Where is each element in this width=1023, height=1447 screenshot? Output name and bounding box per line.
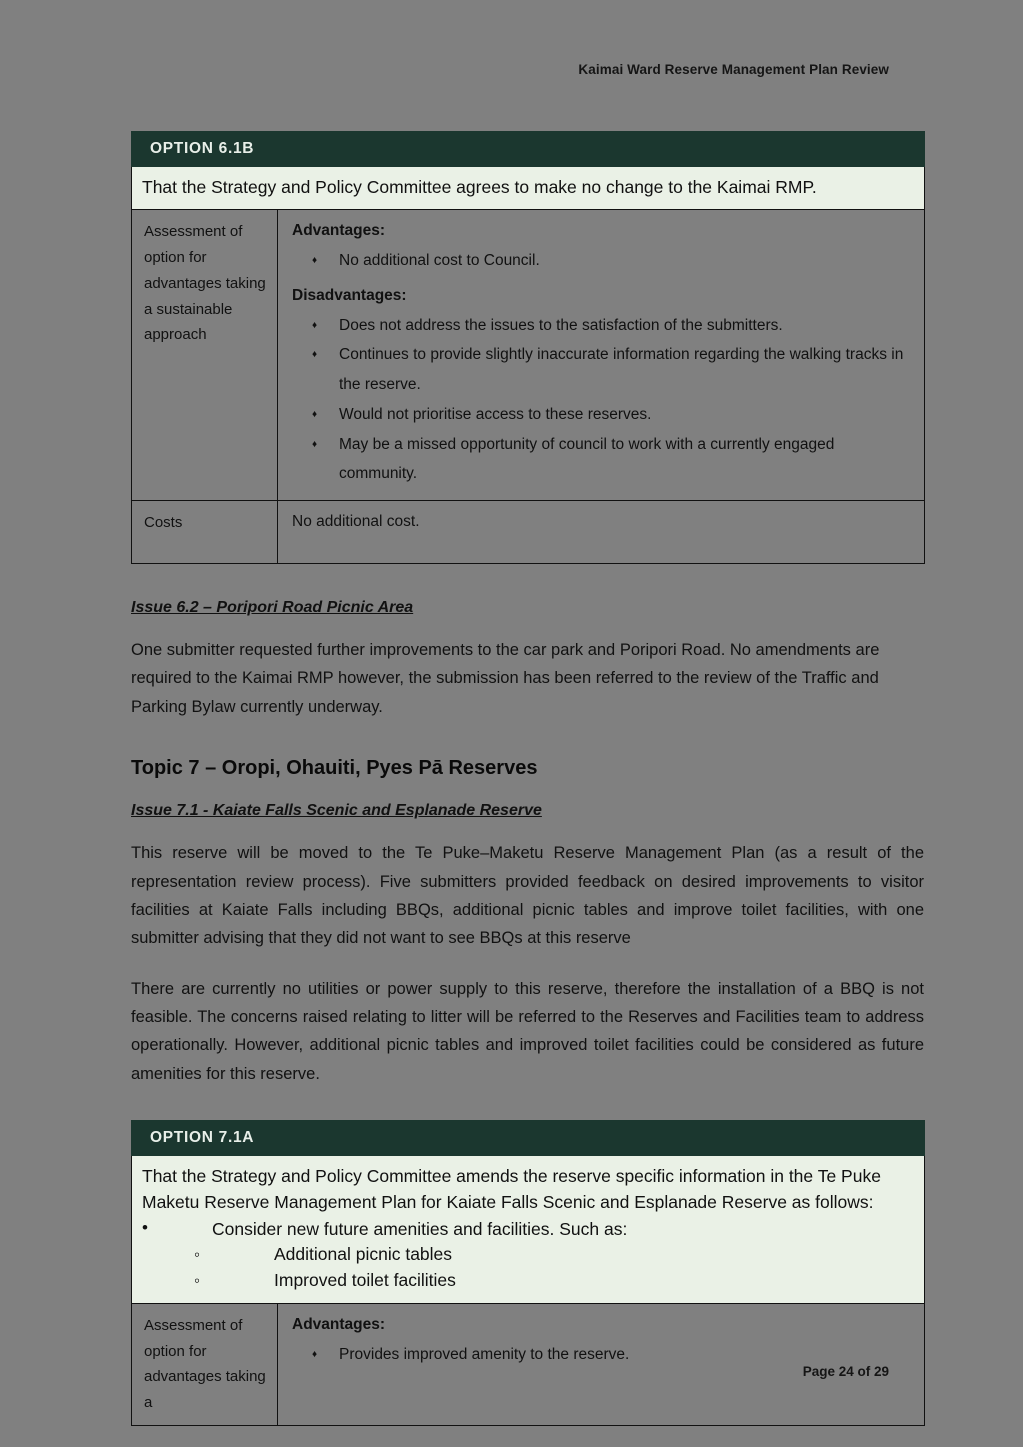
list-item: ♦ May be a missed opportunity of council to work with a currently engaged community. bbox=[292, 430, 912, 490]
issue-6-2-paragraph: One submitter requested further improvements to the car park and Poripori Road. No amendments are required to the Kaimai RMP however, the submission has been referred to the review of the Traffic and Parking Bylaw currently underway. bbox=[131, 641, 880, 716]
spacer bbox=[131, 953, 924, 975]
list-item: ♦ Provides improved amenity to the reserve. bbox=[292, 1340, 912, 1370]
option-6-1b-resolution-text: That the Strategy and Policy Committee agrees to make no change to the Kaimai RMP. bbox=[142, 177, 817, 197]
issue-7-1-heading: Issue 7.1 - Kaiate Falls Scenic and Esplanade Reserve bbox=[131, 802, 542, 820]
issue-7-1-paragraph-1: This reserve will be moved to the Te Puke–Maketu Reserve Management Plan (as a result of the representation review process). Five submitters provided feedback on desired improvements to visitor facilities at Kaiate Falls including BBQs, additional picnic tables and improve toilet facilities, with one submitter advising that they did not want to see BBQs at this reserve bbox=[131, 844, 924, 948]
list-item-label: Additional picnic tables bbox=[274, 1243, 453, 1264]
list-item bbox=[142, 1216, 912, 1242]
option-6-1b-resolution-cell bbox=[132, 167, 925, 210]
option-7-1a-header-label: OPTION 7.1A bbox=[150, 1129, 255, 1147]
option-6-1b-header-cell bbox=[132, 132, 925, 167]
advantages-heading: Advantages: bbox=[292, 222, 386, 240]
issue-7-1-paragraph-2: There are currently no utilities or power supply to this reserve, therefore the installation of a BBQ is not feasible. The concerns raised relating to litter will be referred to the Reserves and Facilities team to address operationally. However, additional picnic tables and improved toilet facilities could be considered as future amenities for this reserve. bbox=[131, 979, 924, 1083]
spacer bbox=[131, 721, 924, 753]
disadvantages-heading: Disadvantages: bbox=[292, 286, 407, 304]
option-6-1b-assessment-body-cell bbox=[278, 210, 925, 501]
list-item: ♦ Would not prioritise access to these reserves. bbox=[292, 400, 912, 430]
spacer bbox=[131, 620, 924, 636]
spacer bbox=[131, 1088, 924, 1120]
list-item-label: Improved toilet facilities bbox=[274, 1269, 456, 1290]
issue-7-1-section bbox=[131, 799, 924, 1088]
table-row bbox=[132, 1121, 925, 1156]
option-6-1b-costs-label: Costs bbox=[144, 514, 183, 532]
spacer bbox=[131, 564, 924, 596]
table-row bbox=[132, 210, 925, 501]
option-7-1a-header-cell bbox=[132, 1121, 925, 1156]
issue-6-2-heading: Issue 6.2 – Poripori Road Picnic Area bbox=[131, 599, 414, 617]
option-6-1b-costs-value: No additional cost. bbox=[292, 513, 420, 531]
option-6-1b-header-label: OPTION 6.1B bbox=[150, 140, 255, 157]
option-6-1b-assessment-label-cell bbox=[132, 210, 278, 501]
table-row bbox=[132, 167, 925, 210]
option-7-1a-resolution-intro: That the Strategy and Policy Committee amends the reserve specific information in the Te Puke Maketu Reserve Management Plan for Kaiate Falls Scenic and Esplanade Reserve as follows: bbox=[142, 1166, 881, 1213]
option-7-1a-resolution-cell bbox=[132, 1156, 925, 1304]
table-row bbox=[132, 501, 925, 564]
list-item: ♦ Continues to provide slightly inaccurate information regarding the walking tracks in the reserve. bbox=[292, 340, 912, 400]
running-header: Kaimai Ward Reserve Management Plan Review bbox=[578, 62, 889, 77]
list-item bbox=[142, 1268, 912, 1294]
advantages-heading: Advantages: bbox=[292, 1315, 386, 1333]
list-item-label: Consider new future amenities and facilities. Such as: bbox=[212, 1218, 628, 1239]
spacer bbox=[131, 783, 924, 799]
option-6-1b-costs-label-cell bbox=[132, 501, 278, 564]
table-row bbox=[132, 132, 925, 167]
option-6-1b-assessment-label: Assessment of option for advantages taking a sustainable approach bbox=[144, 223, 266, 344]
issue-6-2-section bbox=[131, 596, 924, 721]
topic-7-heading: Topic 7 – Oropi, Ohauiti, Pyes Pā Reserves bbox=[131, 757, 538, 780]
table-row bbox=[132, 1156, 925, 1304]
list-item: ♦ Does not address the issues to the satisfaction of the submitters. bbox=[292, 311, 912, 341]
option-7-1a-bullet-list bbox=[142, 1216, 912, 1294]
page-footer: Page 24 of 29 bbox=[802, 1364, 889, 1379]
option-6-1b-costs-value-cell bbox=[278, 501, 925, 564]
list-item bbox=[142, 1242, 912, 1268]
spacer bbox=[131, 823, 924, 839]
option-7-1a-assessment-label: Assessment of option for advantages taking a bbox=[144, 1316, 266, 1412]
advantages-list bbox=[292, 246, 912, 276]
option-6-1b-table bbox=[131, 131, 925, 564]
disadvantages-list bbox=[292, 311, 912, 490]
list-item: ♦ No additional cost to Council. bbox=[292, 246, 912, 276]
option-7-1a-table bbox=[131, 1120, 925, 1426]
page-content bbox=[131, 131, 924, 1426]
